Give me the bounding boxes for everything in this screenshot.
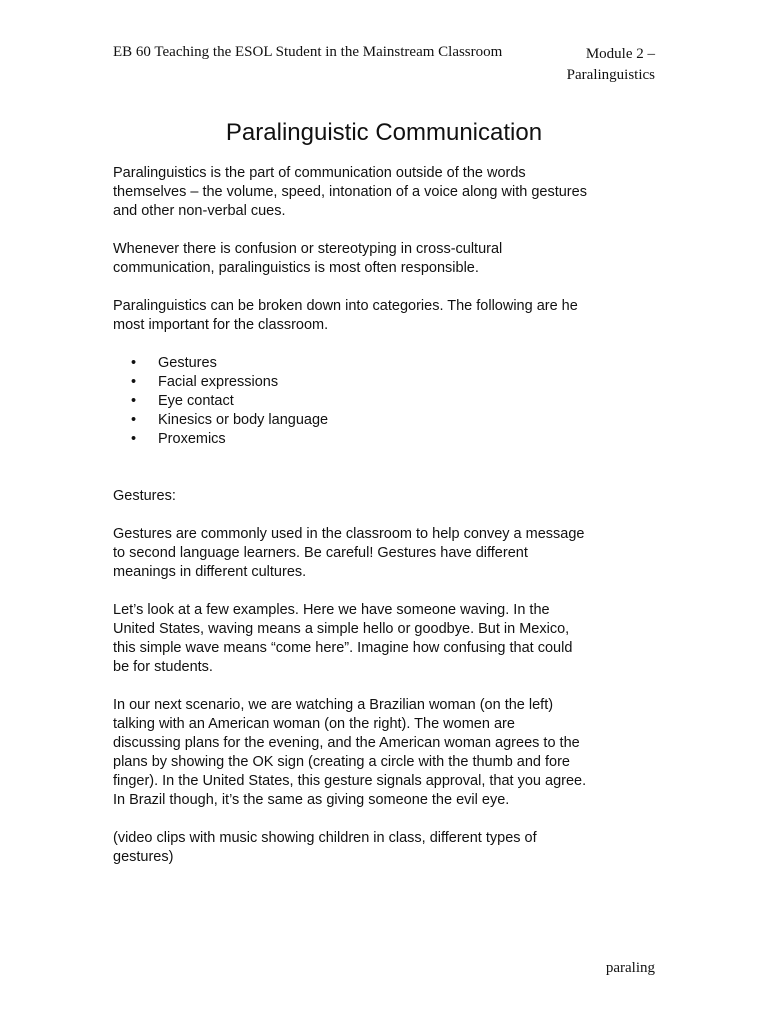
gestures-paragraph: Gestures are commonly used in the classroom to help convey a message to second language learners. Be careful! Gestures have different meanings in different cultures. xyxy=(113,526,585,580)
category-list xyxy=(113,354,661,449)
course-header: EB 60 Teaching the ESOL Student in the Mainstream Classroom xyxy=(113,44,503,60)
list-item-label: Eye contact xyxy=(158,393,234,409)
list-item-label: Gestures xyxy=(158,355,217,371)
bullet-icon: • xyxy=(131,355,137,371)
list-item xyxy=(113,430,661,449)
list-item-label: Proxemics xyxy=(158,431,226,447)
module-topic: Paralinguistics xyxy=(566,67,655,83)
intro-paragraph: Paralinguistics is the part of communication outside of the words themselves – the volume, speed, intonation of a voice along with gestures and other non-verbal cues. xyxy=(113,165,587,219)
list-item xyxy=(113,373,661,392)
bullet-icon: • xyxy=(131,412,137,428)
bullet-icon: • xyxy=(131,374,137,390)
page-title: Paralinguistic Communication xyxy=(225,119,543,146)
module-label: Module 2 – xyxy=(585,46,655,62)
list-item-label: Facial expressions xyxy=(158,374,279,390)
gestures-paragraph: Let’s look at a few examples. Here we have someone waving. In the United States, waving means a simple hello or goodbye. But in Mexico, this simple wave means “come here”. Imagine how confusing that could be for students. xyxy=(113,602,573,675)
intro-paragraph: Paralinguistics can be broken down into categories. The following are he most important for the classroom. xyxy=(113,298,578,333)
list-item xyxy=(113,392,661,411)
section-heading-gestures: Gestures: xyxy=(113,488,176,504)
list-item xyxy=(113,411,661,430)
list-item-label: Kinesics or body language xyxy=(158,412,329,428)
gestures-paragraph: In our next scenario, we are watching a Brazilian woman (on the left) talking with an American woman (on the right). The women are discussing plans for the evening, and the American woman agrees to the plans by showing the OK sign (creating a circle with the thumb and fore finger). In the United States, this gesture signals approval, that you agree. In Brazil though, it’s the same as giving someone the evil eye. xyxy=(113,697,587,808)
intro-paragraph: Whenever there is confusion or stereotyping in cross-cultural communication, paralinguistics is most often responsible. xyxy=(113,241,503,276)
module-header xyxy=(455,44,655,86)
list-item xyxy=(113,354,661,373)
bullet-icon: • xyxy=(131,393,137,409)
bullet-icon: • xyxy=(131,431,137,447)
document-body xyxy=(113,164,661,886)
page-footer: paraling xyxy=(605,960,655,976)
gestures-paragraph: (video clips with music showing children in class, different types of gestures) xyxy=(113,830,537,865)
